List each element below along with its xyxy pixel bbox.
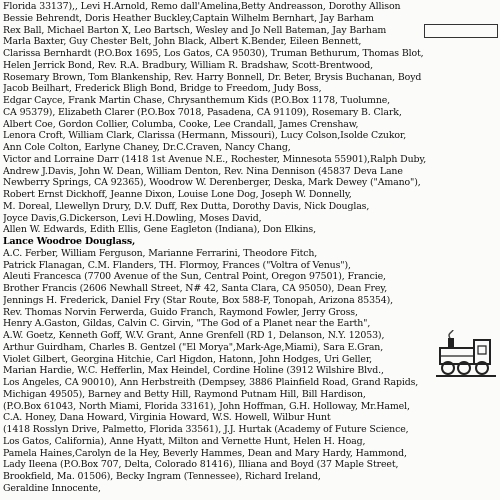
text-line: C.A. Honey, Dana Howard, Virginia Howard, W.S. Howell, Wilbur Hunt [3,412,331,424]
text-line: A.C. Ferber, William Ferguson, Marianne Ferrarini, Theodore Fitch, [3,247,318,259]
text-line: Pamela Haines,Carolyn de la Hey, Beverly Hammes, Dean and Mary Hardy, Hammond, [3,447,407,459]
text-line: A.W. Goetz, Kenneth Goff, W.V. Grant, Anne Grenfell (RD 1, Delanson, N.Y. 12053), [3,330,385,341]
text-line: Lady Ileena (P.O.Box 707, Delta, Colorado 81416), Illiana and Boyd (37 Maple Street, [3,459,399,471]
text-line: Jacob Beilhart, Frederick Bligh Bond, Bridge to Freedom, Judy Boss, [3,83,322,95]
text-line: Helen Jerrick Bond, Rev. R.A. Bradbury, William R. Bradshaw, Scott-Brentwood, [3,59,374,71]
text-line: Violet Gilbert, Georgina Hitchie, Carl Higdon, Hatonn, John Hodges, Uri Geller, [3,353,373,365]
text-line: Robert Ernst Dickhoff, Jeanne Dixon, Louise Lone Dog, Joseph W. Donnelly, [3,189,352,200]
text-line: Lenora Croft, William Clark, Clarissa (Hermann, Missouri), Lucy Colson,Isolde Czukor, [3,130,407,142]
text-line: Rex Ball, Michael Barton X, Leo Bartsch, Wesley and Jo Nell Bateman, Jay Barham [3,24,387,36]
text-line: Edgar Cayce, Frank Martin Chase, Chrysanthemum Kids (P.O.Box 1178, Tuolumne, [3,95,391,106]
text-line: (1418 Rosslyn Drive, Palmetto, Florida 33561), J.J. Hurtak (Academy of Future Science, [3,424,409,435]
text-line: Bessie Behrendt, Doris Heather Buckley,Captain Wilhelm Bernhart, Jay Barham [3,12,374,24]
text-line: Los Angeles, CA 90010), Ann Herbstreith (Dempsey, 3886 Plainfield Road, Grand Rapids, [3,377,419,388]
text-line: Henry A.Gaston, Gildas, Calvin C. Girvin, "The God of a Planet near the Earth", [3,318,371,330]
text-line: Marian Hardie, W.C. Hefferlin, Max Heindel, Cordine Holine (3912 Wilshire Blvd., [3,365,384,377]
text-line: Victor and Lorraine Darr (1418 1st Avenue N.E., Rochester, Minnesota 55901),Ralph Duby, [3,153,427,165]
text-line: Joyce Davis,G.Dickerson, Levi H.Dowling, Moses David, [3,212,262,224]
text-line: Newberry Springs, CA 92365), Woodrow W. Derenberger, Deska, Mark Dewey ("Amano"), [3,177,421,189]
text-line: Marla Baxter, Guy Chester Belt, John Black, Albert K.Bender, Eileen Bennett, [3,36,362,48]
text-line: Geraldine Innocente, [3,482,101,494]
text-line: Albert Coe, Gordon Collier, Columba, Cooke, Lee Crandall, James Crenshaw, [3,118,359,130]
text-line: Brookfield, Ma. 01506), Becky Ingram (Tennessee), Richard Ireland, [3,471,321,482]
text-line: Arthur Guirdham, Charles B. Gentzel ("El Morya",Mark-Age,Miami), Sara E.Gran, [3,341,384,353]
text-line: Aleuti Francesca (7700 Avenue of the Sun, Central Point, Oregon 97501), Francie, [3,271,386,283]
text-line: (P.O.Box 61043, North Miami, Florida 33161), John Hoffman, G.H. Holloway, Mr.Hamel, [3,400,410,412]
text-line: Jennings H. Frederick, Daniel Fry (Star Route, Box 588-F, Tonopah, Arizona 85354), [3,294,394,306]
text-line: Rosemary Brown, Tom Blankenship, Rev. Harry Bonnell, Dr. Beter, Brysis Buchanan, Boyd [3,71,422,83]
train-sketch-icon [434,330,498,382]
text-line: M. Doreal, Llewellyn Drury, D.V. Duff, Rex Dutta, Dorothy Davis, Nick Douglas, [3,200,370,212]
text-line: Lance Woodroe Douglass, [3,236,136,247]
text-line: Ann Cole Colton, Earlyne Chaney, Dr.C.Craven, Nancy Chang, [3,142,291,153]
text-line: Patrick Flanagan, C.M. Flanders, TH. Flormoy, Frances ("Voltra of Venus"), [3,259,351,271]
text-line: CA 95379), Elizabeth Clarer (P.O.Box 7018, Pasadena, CA 91109), Rosemary B. Clark, [3,106,402,118]
text-line: Clarissa Bernhardt (P.O.Box 1695, Los Gatos, CA 95030), Truman Bethurum, Thomas Blot, [3,48,424,59]
text-line: Florida 33137),, Levi H.Arnold, Remo dall'Amelina,Betty Andreasson, Dorothy Allison [3,1,401,12]
text-line: Michigan 49505), Barney and Betty Hill, Raymond Putnam Hill, Bill Hardison, [3,388,366,400]
text-line: Rev. Thomas Norvin Ferwerda, Guido Franch, Raymond Fowler, Jerry Gross, [3,306,358,318]
text-line: Andrew J.Davis, John W. Dean, William Denton, Rev. Nina Dennison (45837 Deva Lane [3,165,403,177]
text-line: Brother Francis (2606 Newhall Street, N# 42, Santa Clara, CA 95050), Dean Frey, [3,283,388,294]
text-line: Allen W. Edwards, Edith Ellis, Gene Eagleton (Indiana), Don Elkins, [3,224,316,236]
text-line: Los Gatos, California), Anne Hyatt, Milton and Vernette Hunt, Helen H. Hoag, [3,435,366,447]
